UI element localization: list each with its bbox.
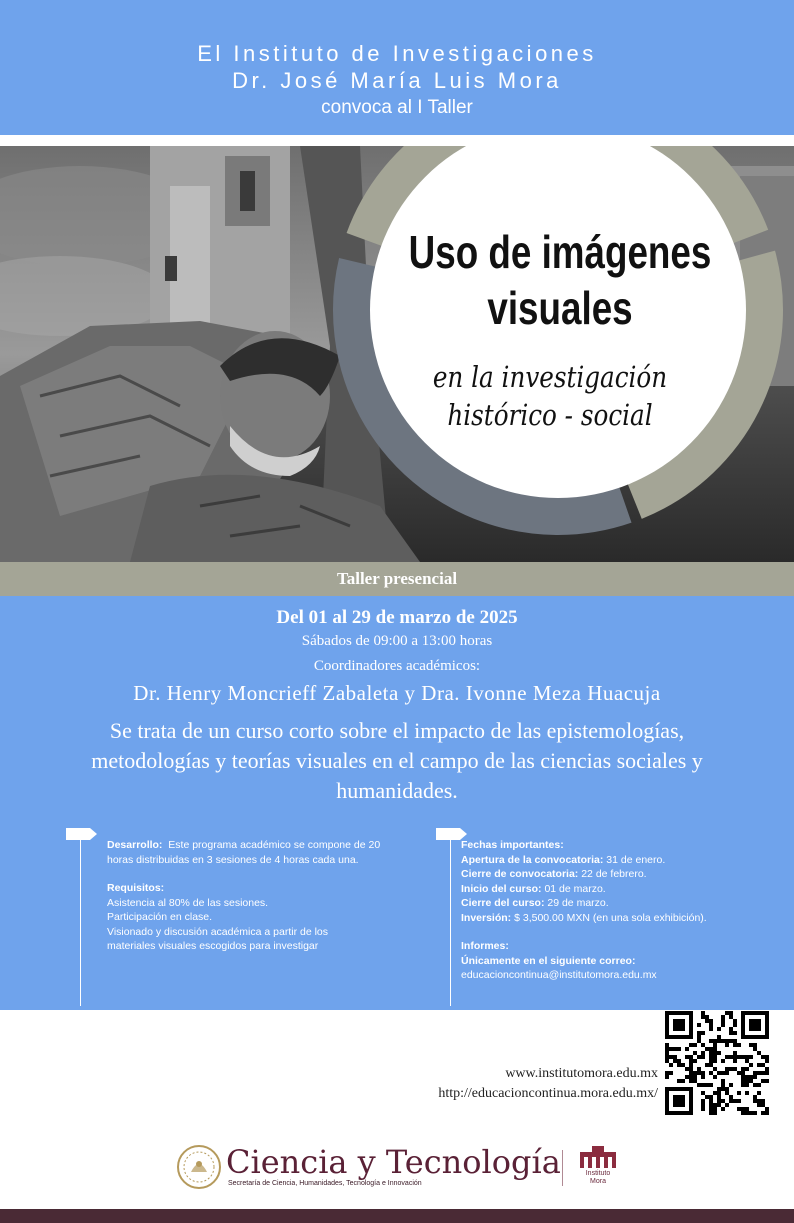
title-ring <box>328 146 794 554</box>
brand-divider <box>562 1150 563 1186</box>
right-divider <box>450 840 451 1006</box>
cierre-convocatoria-label: Cierre de convocatoria: <box>461 868 579 880</box>
right-info-block <box>461 838 781 983</box>
website-link[interactable]: www.institutomora.edu.mx <box>505 1066 658 1081</box>
instituto-mora-label <box>578 1170 618 1186</box>
cierre-curso-label: Cierre del curso: <box>461 897 545 909</box>
workshop-subtitle <box>406 358 695 434</box>
apertura-row <box>461 853 781 868</box>
desarrollo-text-2: horas distribuidas en 3 sesiones de 4 horas cada una. <box>107 853 359 866</box>
apertura-label: Apertura de la convocatoria: <box>461 853 604 866</box>
institute-line-1: El Instituto de Investigaciones <box>197 41 597 66</box>
footer-links <box>438 1064 658 1104</box>
title-line-1: Uso de imágenes <box>408 226 712 278</box>
requisito-2: Participación en clase. <box>107 911 213 923</box>
mora-label-line-2: Mora <box>590 1178 606 1185</box>
inicio-value: 01 de marzo. <box>544 882 606 895</box>
cierre-convocatoria-row <box>461 867 781 882</box>
subtitle-line-2: histórico - social <box>447 398 653 432</box>
subtitle-line-1: en la investigación <box>432 360 668 394</box>
left-info-block <box>107 838 417 954</box>
qr-code[interactable] <box>665 1011 769 1115</box>
course-description: Se trata de un curso corto sobre el impacto de las epistemologías, metodologías y teorías visuales en el campo de las ciencias sociales y humanidades. <box>91 718 703 803</box>
institute-line-2: Dr. José María Luis Mora <box>232 68 562 93</box>
cierre-convocatoria-value: 22 de febrero. <box>581 868 647 880</box>
inversion-label: Inversión: <box>461 911 512 924</box>
fechas-label: Fechas importantes: <box>461 839 564 851</box>
requisito-1: Asistencia al 80% de las sesiones. <box>107 896 269 909</box>
apertura-value: 31 de enero. <box>606 853 666 866</box>
bottom-bar <box>0 1209 794 1223</box>
requisito-4: materiales visuales escogidos para investigar <box>107 940 319 952</box>
desarrollo-text-1: Este programa académico se compone de 20 <box>168 839 381 851</box>
coordinators-names: Dr. Henry Moncrieff Zabaleta y Dra. Ivonne Meza Huacuja <box>133 681 661 705</box>
hero-photo <box>0 146 794 562</box>
workshop-title <box>400 224 720 336</box>
title-line-2: visuales <box>487 282 633 334</box>
event-schedule: Sábados de 09:00 a 13:00 horas <box>301 633 493 649</box>
modality-label: Taller presencial <box>336 569 458 588</box>
inversion-row <box>461 911 781 926</box>
invitation-line: convoca al I Taller <box>321 97 473 118</box>
brand-subtitle: Secretaría de Ciencia, Humanidades, Tecnología e Innovación <box>228 1180 422 1187</box>
inicio-row <box>461 882 781 897</box>
inversion-value: $ 3,500.00 MXN (en una sola exhibición). <box>514 911 707 924</box>
left-divider <box>80 840 81 1006</box>
inicio-label: Inicio del curso: <box>461 882 542 895</box>
informes-label: Informes: <box>461 940 509 952</box>
instituto-mora-logo-icon <box>578 1146 618 1170</box>
desarrollo-row-1 <box>107 838 417 853</box>
requisito-3: Visionado y discusión académica a partir de los <box>107 925 329 938</box>
requisitos-label: Requisitos: <box>107 882 165 894</box>
education-link[interactable]: http://educacioncontinua.mora.edu.mx/ <box>438 1086 658 1101</box>
mora-label-line-1: Instituto <box>585 1170 611 1177</box>
left-tab-marker <box>66 828 98 840</box>
brand-name: Ciencia y Tecnología <box>226 1143 561 1181</box>
desarrollo-label: Desarrollo: <box>107 839 163 851</box>
event-dates: Del 01 al 29 de marzo de 2025 <box>276 607 518 628</box>
government-seal-icon <box>176 1144 222 1190</box>
qr-code-icon <box>665 1011 769 1115</box>
contact-email[interactable]: educacioncontinua@institutomora.edu.mx <box>461 969 657 981</box>
correo-label: Únicamente en el siguiente correo: <box>461 954 636 967</box>
cierre-curso-value: 29 de marzo. <box>547 897 609 909</box>
coordinators-label: Coordinadores académicos: <box>313 658 481 674</box>
cierre-curso-row <box>461 896 781 911</box>
